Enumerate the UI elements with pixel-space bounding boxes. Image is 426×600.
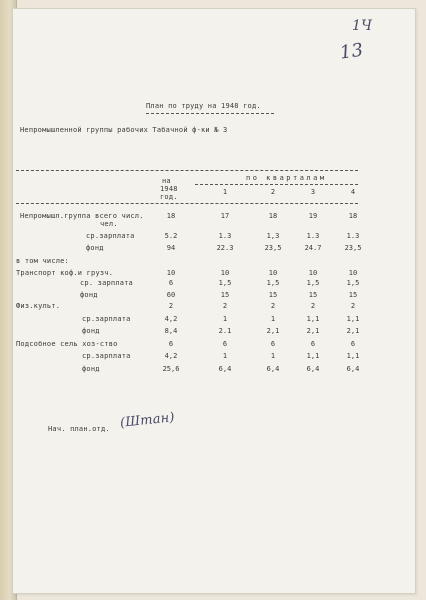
cell-year-1948: 18	[166, 212, 176, 220]
cell-year-1948: 4,2	[164, 352, 178, 360]
cell-quarter-3: 1,1	[306, 352, 320, 360]
cell-quarter-1: 1,5	[218, 279, 232, 287]
row-label: в том числе:	[16, 257, 69, 265]
header-quarters-label: по кварталам	[246, 174, 327, 182]
cell-quarter-2: 1	[270, 315, 276, 323]
row-label: Транспорт коф.и грузч.	[16, 269, 114, 277]
cell-year-1948: 8,4	[164, 327, 178, 335]
cell-quarter-3: 1.3	[306, 232, 320, 240]
row-label: чел.	[100, 220, 118, 228]
table-top-rule	[16, 170, 358, 171]
header-year-line-1: на	[162, 177, 171, 185]
cell-quarter-2: 15	[268, 291, 278, 299]
cell-quarter-2: 10	[268, 269, 278, 277]
header-year-line-3: год.	[160, 193, 178, 201]
signature: (Штан)	[119, 410, 176, 431]
header-bottom-rule	[16, 203, 358, 204]
cell-quarter-2: 1,3	[266, 232, 280, 240]
cell-quarter-2: 6	[270, 340, 276, 348]
quarter-label-3: 3	[310, 188, 316, 196]
cell-quarter-3: 2	[310, 302, 316, 310]
cell-year-1948: 5.2	[164, 232, 178, 240]
row-label: фонд	[86, 244, 104, 252]
row-label: Подсобное сель хоз-ство	[16, 340, 118, 348]
cell-quarter-2: 23,5	[264, 244, 282, 252]
cell-quarter-3: 1,5	[306, 279, 320, 287]
cell-quarter-4: 1,5	[346, 279, 360, 287]
cell-quarter-1: 6,4	[218, 365, 232, 373]
quarter-label-4: 4	[350, 188, 356, 196]
cell-quarter-4: 1.3	[346, 232, 360, 240]
row-label: фонд	[82, 327, 100, 335]
row-label: ср.зарплата	[86, 232, 135, 240]
row-label: ср. зарплата	[80, 279, 133, 287]
cell-quarter-4: 2,1	[346, 327, 360, 335]
cell-quarter-4: 18	[348, 212, 358, 220]
signature-label: Нач. план.отд.	[48, 425, 110, 433]
cell-quarter-3: 6,4	[306, 365, 320, 373]
page-number: 13	[338, 39, 365, 64]
cell-quarter-2: 2	[270, 302, 276, 310]
cell-quarter-3: 6	[310, 340, 316, 348]
cell-quarter-2: 1	[270, 352, 276, 360]
cell-quarter-4: 10	[348, 269, 358, 277]
cell-quarter-1: 22.3	[216, 244, 234, 252]
row-label: Физ.культ.	[16, 302, 61, 310]
cell-quarter-1: 1.3	[218, 232, 232, 240]
cell-quarter-3: 15	[308, 291, 318, 299]
cell-quarter-1: 1	[222, 352, 228, 360]
row-label: ср.зарплата	[82, 315, 131, 323]
folio-number: 1Ч	[352, 18, 373, 34]
cell-year-1948: 4,2	[164, 315, 178, 323]
row-label: фонд	[82, 365, 100, 373]
document-title: План по труду на 1948 год.	[146, 102, 261, 110]
row-label: фонд	[80, 291, 98, 299]
document-subtitle: Непромышленной группы рабочих Табачной ф-ки № 3	[20, 126, 228, 134]
cell-year-1948: 6	[168, 279, 174, 287]
cell-quarter-1: 6	[222, 340, 228, 348]
cell-year-1948: 94	[166, 244, 176, 252]
cell-quarter-2: 1,5	[266, 279, 280, 287]
cell-year-1948: 10	[166, 269, 176, 277]
cell-quarter-1: 2	[222, 302, 228, 310]
quarter-label-1: 1	[222, 188, 228, 196]
row-label: ср.зарплата	[82, 352, 131, 360]
cell-quarter-4: 23,5	[344, 244, 362, 252]
cell-quarter-2: 6,4	[266, 365, 280, 373]
cell-quarter-1: 15	[220, 291, 230, 299]
cell-quarter-3: 10	[308, 269, 318, 277]
header-year-line-2: 1948	[160, 185, 178, 193]
cell-quarter-3: 24.7	[304, 244, 322, 252]
cell-quarter-4: 1,1	[346, 352, 360, 360]
cell-year-1948: 6	[168, 340, 174, 348]
quarter-label-2: 2	[270, 188, 276, 196]
cell-quarter-2: 18	[268, 212, 278, 220]
cell-quarter-1: 1	[222, 315, 228, 323]
title-underline	[146, 113, 274, 114]
cell-quarter-3: 19	[308, 212, 318, 220]
cell-quarter-3: 1,1	[306, 315, 320, 323]
cell-quarter-1: 2.1	[218, 327, 232, 335]
cell-quarter-4: 15	[348, 291, 358, 299]
cell-quarter-2: 2,1	[266, 327, 280, 335]
document-sheet	[12, 8, 416, 594]
row-label: Непромышл.группа всего числ.	[20, 212, 144, 220]
cell-quarter-3: 2,1	[306, 327, 320, 335]
cell-year-1948: 25,6	[162, 365, 180, 373]
cell-quarter-4: 6	[350, 340, 356, 348]
cell-quarter-4: 6,4	[346, 365, 360, 373]
cell-year-1948: 2	[168, 302, 174, 310]
cell-quarter-1: 10	[220, 269, 230, 277]
cell-quarter-4: 1,1	[346, 315, 360, 323]
cell-quarter-4: 2	[350, 302, 356, 310]
quarters-rule	[195, 184, 358, 185]
cell-year-1948: 60	[166, 291, 176, 299]
cell-quarter-1: 17	[220, 212, 230, 220]
